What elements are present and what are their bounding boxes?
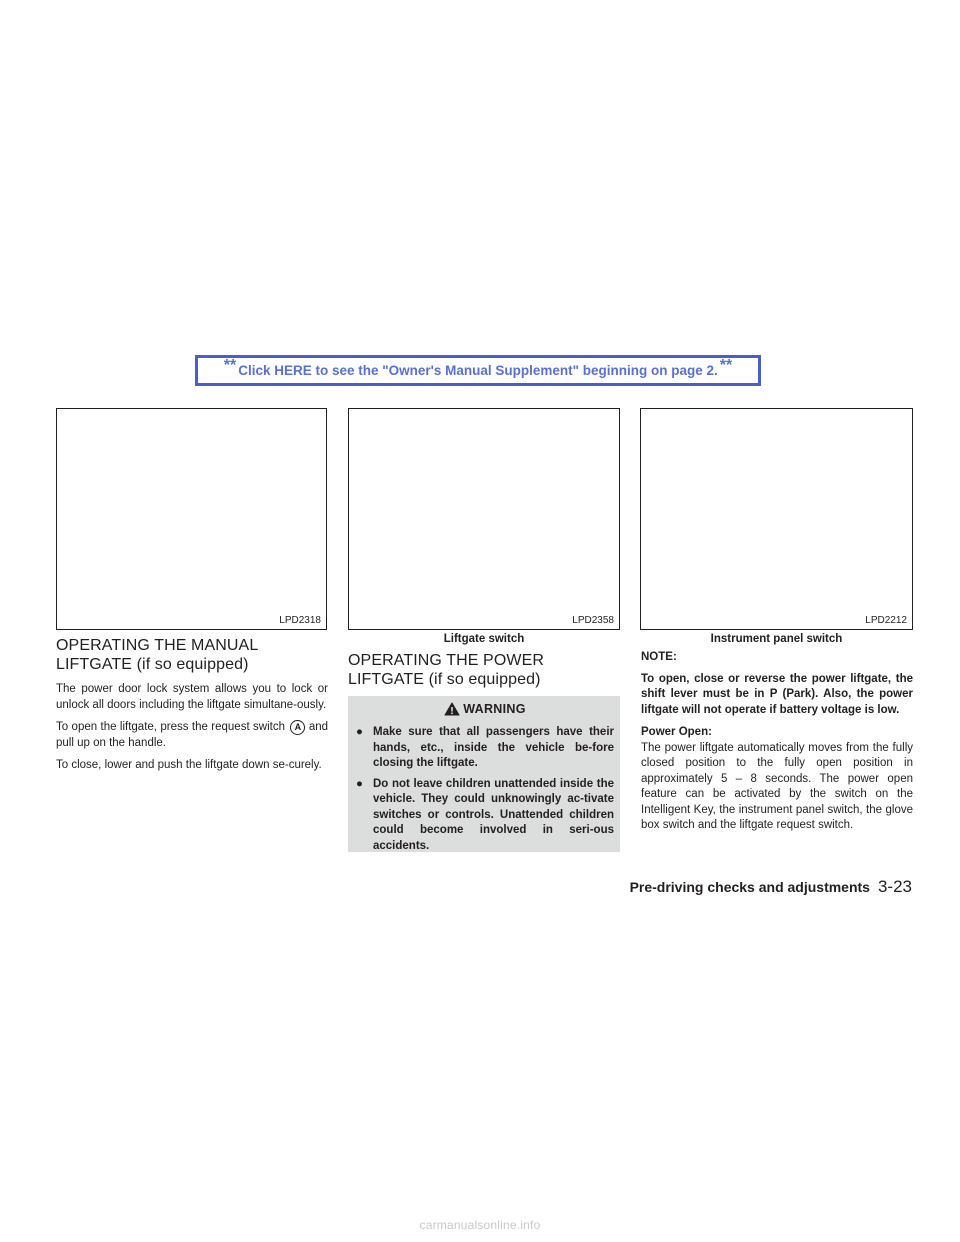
note-text: To open, close or reverse the power liftgate, the shift lever must be in P (Park). Also, the power liftgate will not operate if battery voltage is low. xyxy=(641,672,913,716)
bullet: ● xyxy=(356,777,363,790)
paragraph: The power door lock system allows you to lock or unlock all doors including the liftgate simultane-ously. xyxy=(56,683,328,711)
figure-code: LPD2212 xyxy=(865,615,907,626)
figure-code: LPD2358 xyxy=(572,615,614,626)
note-section xyxy=(641,650,913,841)
warning-triangle-icon xyxy=(444,702,460,716)
banner-text: Click HERE to see the "Owner's Manual Supplement" beginning on page 2. xyxy=(238,363,718,378)
power-open-text: The power liftgate automatically moves from the fully closed position to the fully open position in approximately 5 – 8 seconds. The power open feature can be activated by the switch on the Intelligent Key, the instrument panel switch, the glove box switch and the liftgate request switch. xyxy=(641,741,913,831)
list-item xyxy=(356,777,614,855)
figure-caption: Instrument panel switch xyxy=(710,633,843,645)
figure-instrument-panel-switch xyxy=(640,408,913,630)
figure-caption: Liftgate switch xyxy=(443,633,525,645)
note-label: NOTE: xyxy=(641,651,677,663)
paragraph-text: and pull up on the handle. xyxy=(56,721,328,749)
callout-a-marker: A xyxy=(290,720,305,735)
warning-title-text: WARNING xyxy=(463,702,526,716)
paragraph xyxy=(56,720,328,751)
figure-code: LPD2318 xyxy=(279,615,321,626)
bullet: ● xyxy=(356,726,363,738)
power-open-heading: Power Open: xyxy=(641,726,712,738)
warning-title xyxy=(356,702,614,716)
manual-liftgate-section xyxy=(56,636,328,781)
footer-section-title: Pre-driving checks and adjustments xyxy=(629,879,870,895)
section-heading: OPERATING THE POWER LIFTGATE (if so equipped) xyxy=(348,652,544,688)
list-item-text: Do not leave children unattended inside the vehicle. They could unknowingly ac-tivate switches or controls. Unattended children could become involved in seri-ous accidents. xyxy=(373,777,614,852)
warning-list xyxy=(356,725,614,854)
list-item xyxy=(356,725,614,772)
banner-stars-right: ** xyxy=(719,356,733,374)
list-item-text: Make sure that all passengers have their hands, etc., inside the vehicle be-fore closing the liftgate. xyxy=(373,726,614,769)
watermark: carmanualsonline.info xyxy=(419,1218,541,1232)
warning-box xyxy=(348,696,620,852)
power-liftgate-section xyxy=(348,651,620,697)
section-heading: OPERATING THE MANUAL LIFTGATE (if so equipped) xyxy=(56,637,258,673)
banner-stars-left: ** xyxy=(223,356,237,374)
figure-manual-liftgate xyxy=(56,408,327,630)
page-footer xyxy=(630,877,912,897)
figure-liftgate-switch xyxy=(348,408,620,630)
supplement-link-banner[interactable] xyxy=(195,355,761,386)
paragraph-text: To open the liftgate, press the request switch xyxy=(56,721,285,733)
paragraph: To close, lower and push the liftgate down se-curely. xyxy=(56,759,322,771)
page-number: 3-23 xyxy=(877,877,912,896)
